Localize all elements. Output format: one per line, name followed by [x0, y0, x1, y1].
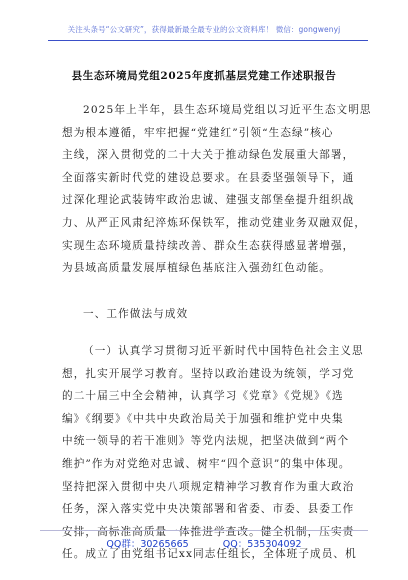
paragraph-line: 力、从严正风肃纪淬炼环保铁军，推动党建业务双融双促， [62, 216, 367, 229]
document-title: 县生态环境局党组2025年度抓基层党建工作述职报告 [71, 70, 337, 82]
paragraph-line: 安排，高标准高质量一体推进学查改。健全机制，压实责 [62, 525, 355, 538]
section-heading: 一、工作做法与成效 [83, 308, 189, 320]
header-divider [48, 40, 368, 41]
paragraph-line: 主线，深入贯彻党的二十大关于推动绿色发展重大部署， [62, 149, 355, 162]
paragraph-line: 想，扎实开展学习教育。坚持以政治建设为统领，学习党 [62, 367, 355, 380]
paragraph-line: 为县域高质量发展厚植绿色基底注入强劲红色动能。 [62, 262, 331, 275]
header-promo-note: 关注头条号“公文研究”，获得最新最全最专业的公文资料库！ 微信：gongwenyj [67, 25, 341, 34]
paragraph-line: 全面落实新时代党的建设总要求。在县委坚强领导下，通 [62, 171, 355, 184]
qq-group-label: QQ群：30265665 [106, 539, 189, 550]
paragraph-line: 坚持把深入贯彻中央八项规定精神学习教育作为重大政治 [62, 480, 355, 493]
paragraph-line: 2025年上半年，县生态环境局党组以习近平生态文明思 [83, 104, 372, 116]
paragraph-line: 过深化理论武装铸牢政治忠诚、建强支部堡垒提升组织战 [62, 194, 355, 207]
paragraph-line: （一）认真学习贯彻习近平新时代中国特色社会主义思 [83, 345, 364, 357]
section-heading-block [62, 303, 354, 326]
paragraph-line: 编》《纲要》《中共中央政治局关于加强和维护党中央集 [62, 412, 344, 425]
paragraph-study [62, 340, 364, 566]
paragraph-line: 实现生态环境质量持续改善、群众生态获得感显著增强， [62, 239, 355, 252]
qq-contact-label: QQ：535304092 [222, 539, 302, 550]
paragraph-line: 的二十届三中全会精神，认真学习《党章》《党规》《选 [62, 390, 344, 403]
paragraph-intro [62, 99, 372, 280]
paragraph-line: 任。成立了由党组书记xx同志任组长，全体班子成员、机 [62, 548, 357, 561]
footer-divider [40, 530, 368, 531]
paragraph-line: 维护”作为对党绝对忠诚、树牢“四个意识”的集中体现。 [62, 457, 351, 470]
footer-contact [0, 536, 408, 550]
paragraph-line: 想为根本遵循，牢牢把握“党建红”引领“生态绿”核心 [62, 126, 334, 139]
paragraph-line: 中统一领导的若干准则》等党内法规，把坚决做到“两个 [62, 435, 350, 448]
paragraph-line: 任务，深入落实党中央决策部署和省委、市委、县委工作 [62, 503, 355, 516]
